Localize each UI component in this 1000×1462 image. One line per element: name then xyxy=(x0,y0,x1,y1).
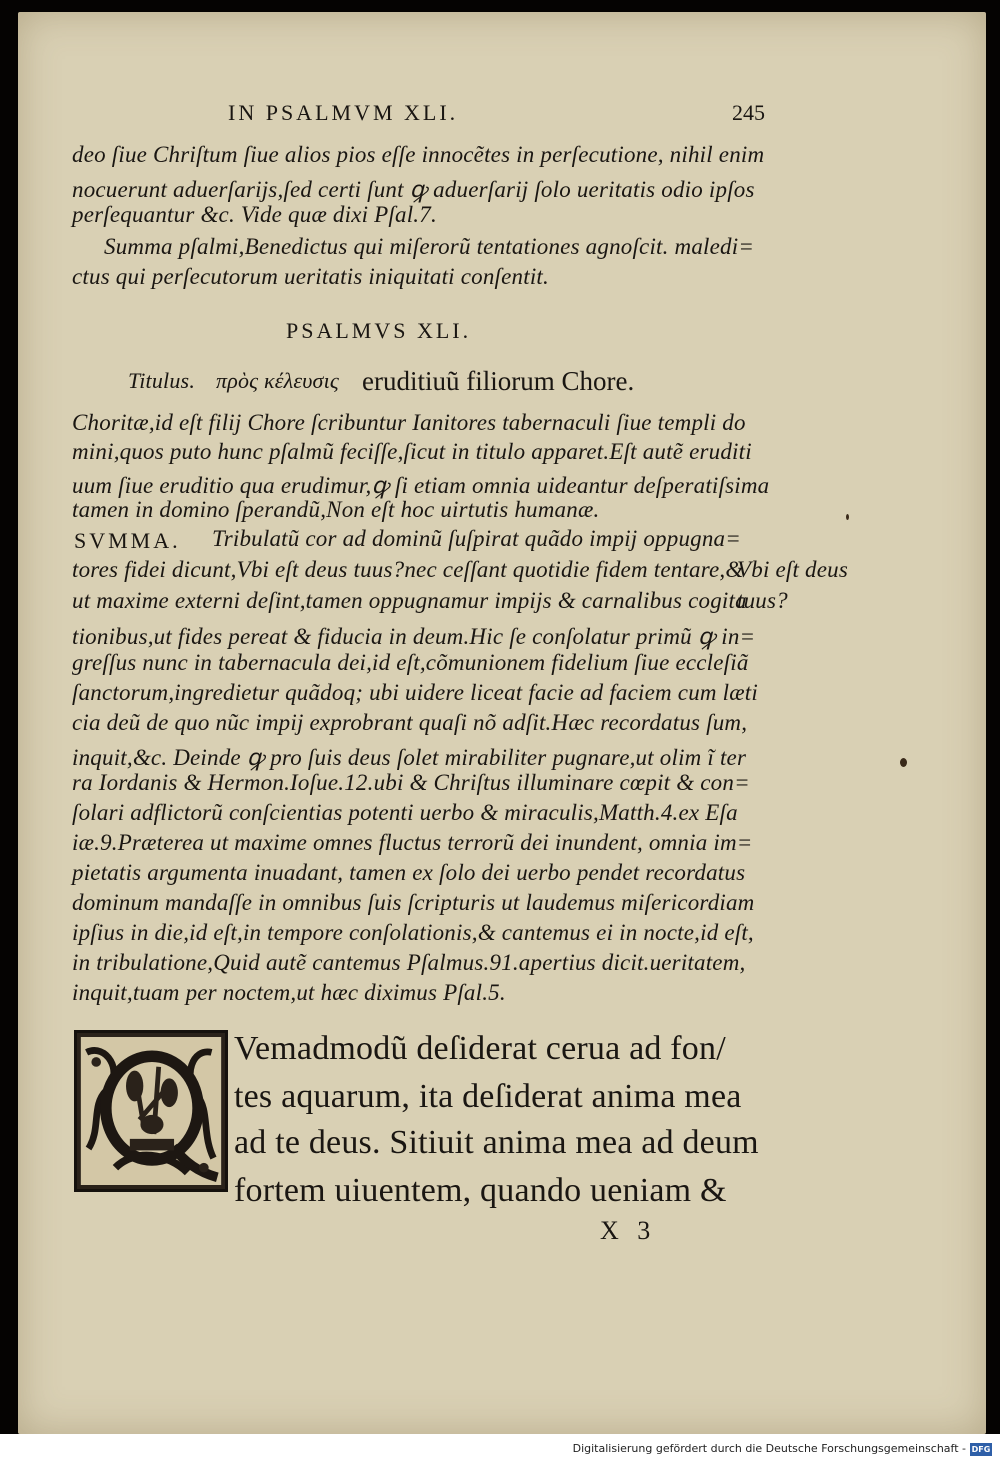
commentary-line: tamen in domino ſperandũ,Non eſt hoc uirtutis humanæ. xyxy=(72,497,600,522)
intro-line: ctus qui perſecutorum ueritatis iniquitati conſentit. xyxy=(72,264,549,289)
margin-note-line: tuus? xyxy=(737,588,788,613)
decorated-initial xyxy=(74,1030,228,1192)
summa-line: Tribulatũ cor ad dominũ ſuſpirat quãdo impij oppugna= xyxy=(212,526,741,551)
summa-label: SVMMA. xyxy=(74,528,181,553)
summa-line: pietatis argumenta inuadant, tamen ex ſolo dei uerbo pendet recordatus xyxy=(72,860,746,885)
summa-line: ipſius in die,id eſt,in tempore conſolationis,& cantemus ei in nocte,id eſt, xyxy=(72,920,754,945)
summa-line: inquit,&c. Deinde ꝙ pro ſuis deus ſolet mirabiliter pugnare,ut olim ĩ ter xyxy=(72,745,747,770)
psalm-text-line: tes aquarum, ita deſiderat anima mea xyxy=(234,1078,742,1115)
footer-credit: Digitalisierung gefördert durch die Deutsche Forschungsgemeinschaft - xyxy=(572,1442,966,1455)
summa-line: ſolari adflictorũ conſcientias potenti uerbo & miraculis,Matth.4.ex Eſa xyxy=(72,800,738,825)
commentary-line: mini,quos puto hunc pſalmũ feciſſe,ſicut in titulo apparet.Eſt autẽ eruditi xyxy=(72,439,752,464)
intro-line: nocuerunt aduerſarijs,ſed certi ſunt ꝙ aduerſarij ſolo ueritatis odio ipſos xyxy=(72,177,755,202)
psalm-text-line: Vemadmodũ deſiderat ceruа ad fon/ xyxy=(234,1030,726,1067)
running-title: IN PSALMVM XLI. xyxy=(228,100,459,125)
paper-speck xyxy=(900,758,907,767)
commentary-line: Choritæ,id eſt filij Chore ſcribuntur Ianitores tabernaculi ſiue templi do xyxy=(72,410,746,435)
titulus-label: Titulus. xyxy=(128,368,196,393)
titulus-greek: πρὸς κέλευσις xyxy=(216,368,340,393)
summa-line: tores fidei dicunt,Vbi eſt deus tuus?nec ceſſant quotidie fidem tentare,& xyxy=(72,557,744,582)
summa-line: ra Iordanis & Hermon.Ioſue.12.ubi & Chriſtus illuminare cœpit & con= xyxy=(72,770,750,795)
summa-line: ut maxime externi deſint,tamen oppugnamur impijs & carnalibus cogita xyxy=(72,588,747,613)
summa-line: ſanctorum,ingredietur quãdoq; ubi uidere liceat facie ad faciem cum læti xyxy=(72,680,758,705)
margin-note-line: Vbi eſt deus xyxy=(737,557,848,582)
summa-line: in tribulatione,Quid autẽ cantemus Pſalmus.91.apertius dicit.ueritatem, xyxy=(72,950,746,975)
intro-line: Summa pſalmi,Benedictus qui miſerorũ tentationes agnoſcit. maledi= xyxy=(104,234,755,259)
intro-line: perſequantur &c. Vide quæ dixi Pſal.7. xyxy=(72,202,437,227)
psalm-text-line: ad te deus. Sitiuit anima mea ad deum xyxy=(234,1124,759,1161)
signature-mark: X 3 xyxy=(600,1216,657,1245)
footer-bar xyxy=(0,1434,1000,1462)
titulus-latin: eruditiuũ filiorum Chore. xyxy=(362,366,635,396)
summa-line: greſſus nunc in tabernacula dei,id eſt,cõmunionem fidelium ſiue eccleſiã xyxy=(72,650,749,675)
psalm-heading: PSALMVS XLI. xyxy=(286,318,472,343)
paper-speck xyxy=(846,514,849,520)
intro-line: deo ſiue Chriſtum ſiue alios pios eſſe innocẽtes in perſecutione, nihil enim xyxy=(72,142,765,167)
summa-line: dominum mandaſſe in omnibus ſuis ſcripturis ut laudemus miſericordiam xyxy=(72,890,755,915)
summa-line: tionibus,ut fides pereat & fiducia in deum.Hic ſe conſolatur primũ ꝙ in= xyxy=(72,624,756,649)
page-number: 245 xyxy=(732,100,765,125)
commentary-line: uum ſiue eruditio qua erudimur,ꝙ ſi etiam omnia uideantur deſperatiſsima xyxy=(72,473,770,498)
psalm-text-line: fortem uiuentem, quando ueniam & xyxy=(234,1172,727,1209)
summa-line: inquit,tuam per noctem,ut hæc diximus Pſal.5. xyxy=(72,980,506,1005)
summa-line: iæ.9.Præterea ut maxime omnes fluctus terrorũ dei inundent, omnia im= xyxy=(72,830,753,855)
dfg-logo: DFG xyxy=(971,1445,991,1454)
woodcut-ornament-icon xyxy=(77,1033,225,1189)
summa-line: cia deũ de quo nũc impij exprobrant quaſi nõ adſit.Hæc recordatus ſum, xyxy=(72,710,748,735)
